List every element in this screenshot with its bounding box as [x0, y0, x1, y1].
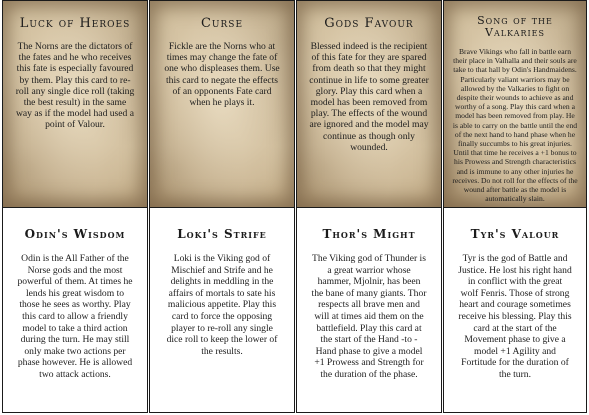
- card-luck-of-heroes: [2, 0, 148, 208]
- card-title: Odin's Wisdom: [24, 227, 126, 241]
- card-title: Loki's Strife: [177, 227, 267, 241]
- card-title: Tyr's Valour: [470, 227, 560, 241]
- card-text: The Norns are the dictators of the fates and he who receives this fate is especially favoured by them. Play this card to re-roll any single dice roll (taking the best result) in the same way as if the model had used a point of Valour.: [15, 41, 135, 131]
- card-song-of-the-valkaries: [443, 0, 587, 208]
- card-curse: [149, 0, 295, 208]
- card-text: Loki is the Viking god of Mischief and Strife and he delights in meddling in the affairs of mortals to sate his malicious appetite. Play this card to force the opposing player to re-roll any single dice roll to keep the lower of the results.: [166, 253, 278, 357]
- card-title: [444, 1, 586, 39]
- card-text: Odin is the All Father of the Norse gods and the most powerful of them. At times he lends his great wisdom to those he sees as worthy. Play this card to allow a friendly model to take a third action during the turn. He may still only make two actions per phase however. He is allowed two attack actions.: [17, 253, 133, 380]
- card-title: Luck of Heroes: [19, 16, 131, 31]
- card-text: Blessed indeed is the recipient of this fate for they are spared from death so that they might continue in life to some greater glory. Play this card when a model has been removed from play. The effects of the wound are ignored and the model may continue as though only wounded.: [309, 41, 429, 153]
- card-odins-wisdom: [2, 207, 148, 413]
- card-title-line-2: Valkaries: [485, 26, 545, 39]
- card-thors-might: [296, 207, 442, 413]
- card-title: Thor's Might: [322, 227, 416, 241]
- card-text: Brave Vikings who fall in battle earn their place in Valhalla and their souls are take to that hall by Odin's Handmaidens. Particularly valiant warriors may be allowed by the Valkaries to fight on despite their wounds to achieve as and worthy of a song. Play this card when a model has been removed from play. He is able to carry on the battle until the end of the next hand to hand phase when he finally succumbs to his great injuries. Until that time he receives a +1 bonus to his Prowess and Strength characteristics and is immune to any other injuries he receives. Do not roll for the effects of the wound after battle as the model is automatically slain.: [452, 47, 578, 204]
- card-title-line-1: Song of the: [477, 14, 553, 27]
- card-text: Fickle are the Norns who at times may change the fate of one who displeases them. Use this card to negate the effects of an opponents Fate card when he plays it.: [164, 41, 280, 109]
- card-title: Gods Favour: [324, 16, 414, 31]
- card-gods-favour: [296, 0, 442, 208]
- card-text: Tyr is the god of Battle and Justice. He lost his right hand in conflict with the great wolf Fenris. Those of strong heart and courage sometimes receive his blessing. Play this card at the start of the Movement phase to give a model +1 Agility and Fortitude for the duration of the turn.: [458, 253, 572, 380]
- card-title: Curse: [200, 16, 244, 31]
- card-text: The Viking god of Thunder is a great warrior whose hammer, Mjolnir, has been the bane of many giants. Thor respects all brave men and will at times aid them on the battlefield. Play this card at the start of the Hand -to -Hand phase to give a model +1 Prowess and Strength for the duration of the phase.: [311, 253, 427, 380]
- card-tyrs-valour: [443, 207, 587, 413]
- card-lokis-strife: [149, 207, 295, 413]
